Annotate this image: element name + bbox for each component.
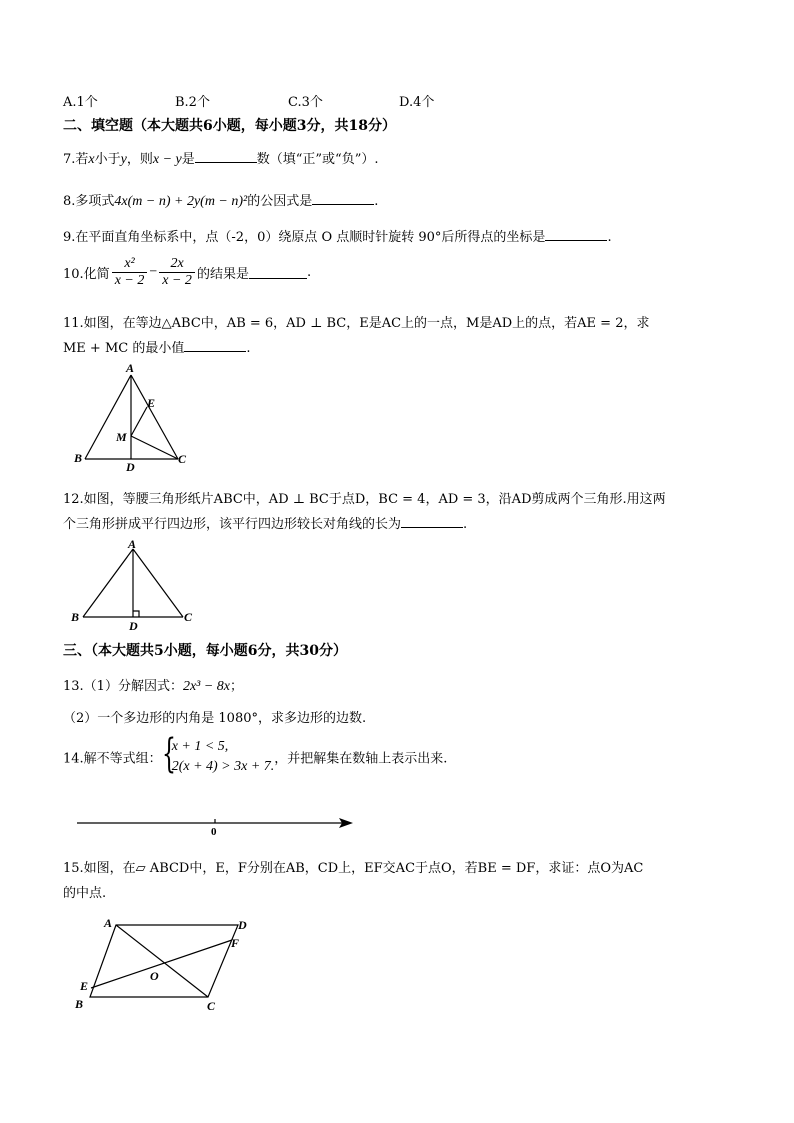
label-c: C (207, 999, 216, 1013)
answer-blank (401, 515, 463, 528)
fraction-1: $\frac{\text{x²}}{x - 2}$ (112, 256, 148, 289)
question-12-line-1: 12.如图，等腰三角形纸片ABC中，AD ⊥ BC于点D，BC = 4，AD = 3，沿AD剪成两个三角形.用这两 (63, 492, 666, 507)
parallelogram-figure (70, 910, 260, 1016)
label-a: A (128, 537, 137, 551)
label-d: D (238, 918, 247, 932)
fraction-2: $\frac{2x}{x - 2}$ (159, 256, 195, 289)
answer-blank (312, 192, 374, 205)
section-2-title: 二、填空题（本大题共6小题，每小题3分，共18分） (63, 118, 396, 134)
label-e: E (80, 979, 89, 993)
label-e: E (147, 396, 156, 410)
question-15-line-1: 15.如图，在▱ ABCD中，E，F分别在AB，CD上，EF交AC于点O，若BE = DF，求证：点O为AC (63, 861, 644, 876)
answer-blank (184, 339, 246, 352)
label-b: B (71, 610, 80, 624)
option-c: C.3个 (288, 95, 323, 110)
isosceles-triangle-figure (65, 537, 205, 631)
label-f: F (231, 936, 240, 950)
question-15-line-2: 的中点. (63, 886, 107, 901)
label-c: C (184, 610, 193, 624)
question-8: 8.多项式4x(m − n) + 2y(m − n)²的公因式是 . (63, 194, 379, 209)
inequality-system: { x + 1 < 5, 2(x + 4) > 3x + 7. (161, 731, 275, 777)
label-a: A (126, 362, 135, 375)
answer-blank (249, 266, 307, 279)
answer-blank (545, 228, 607, 241)
equilateral-triangle-figure (70, 362, 200, 474)
question-7: 7.若x小于y，则x − y是 数（填“正”或“负”）. (63, 152, 379, 167)
option-d: D.4个 (399, 95, 435, 110)
label-a: A (104, 916, 113, 930)
label-b: B (75, 997, 84, 1011)
label-c: C (178, 452, 187, 466)
answer-blank (195, 150, 257, 163)
origin-label: 0 (211, 826, 217, 838)
label-d: D (129, 619, 138, 631)
question-9: 9.在平面直角坐标系中，点（-2，0）绕原点 O 点顺时针旋转 90°后所得点的坐标是 . (63, 230, 612, 245)
label-o: O (150, 969, 159, 983)
option-b: B.2个 (175, 95, 210, 110)
question-11-line-2: ME + MC 的最小值 . (63, 341, 251, 356)
label-d: D (126, 460, 135, 474)
label-m: M (116, 430, 127, 444)
section-3-title: 三、（本大题共5小题，每小题6分，共30分） (63, 643, 347, 659)
option-a: A.1个 (63, 95, 98, 110)
question-14: 14.解不等式组： { x + 1 < 5, 2(x + 4) > 3x + 7. ，并把解集在数轴上表示出来. (63, 731, 448, 777)
question-12-line-2: 个三角形拼成平行四边形，该平行四边形较长对角线的长为 . (63, 517, 468, 532)
question-11-line-1: 11.如图，在等边△ABC中，AB = 6，AD ⊥ BC，E是AC上的一点，M是AD上的点，若AE = 2，求 (63, 316, 650, 331)
question-13-part-2: （2）一个多边形的内角是 1080°，求多边形的边数. (63, 711, 367, 726)
question-10: 10.化简 $\frac{\text{x²}}{x - 2}$ − $\frac{2x}{x - 2}$ 的结果是 . (63, 256, 312, 288)
number-line (75, 814, 360, 838)
question-13-part-1: 13.（1）分解因式：2x³ − 8x； (63, 679, 244, 694)
label-b: B (74, 451, 83, 465)
brace-icon: { (161, 731, 176, 777)
